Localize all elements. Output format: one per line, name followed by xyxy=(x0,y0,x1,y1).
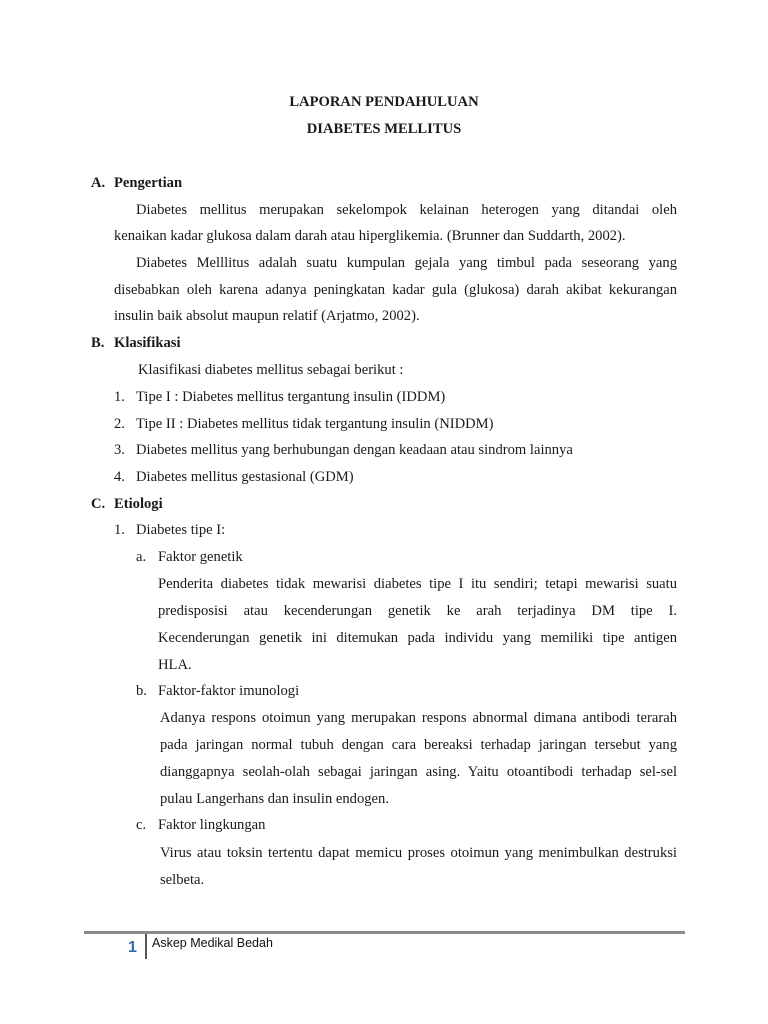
section-a-marker: A. xyxy=(91,175,106,191)
factor-b-line: dianggapnya seolah-olah sebagai jaringan asing. Yaitu otoantibodi terhadap sel-sel xyxy=(160,764,677,780)
footer-page-number: 1 xyxy=(128,939,137,956)
section-c-heading: Etiologi xyxy=(114,496,163,512)
list-item-number: 3. xyxy=(114,442,125,458)
factor-a-heading: Faktor genetik xyxy=(158,549,243,565)
factor-b-line: pulau Langerhans dan insulin endogen. xyxy=(160,791,389,807)
footer-rule xyxy=(84,931,685,934)
factor-b-line: pada jaringan normal tubuh dengan cara bereaksi terhadap jaringan tersebut yang xyxy=(160,737,677,753)
section-a-paragraph2-line1: Diabetes Melllitus adalah suatu kumpulan gejala yang timbul pada seseorang yang xyxy=(136,255,677,271)
footer-separator xyxy=(145,934,147,959)
section-a-paragraph2-line3: insulin baik absolut maupun relatif (Arjatmo, 2002). xyxy=(114,308,420,324)
factor-c-line: Virus atau toksin tertentu dapat memicu proses otoimun yang menimbulkan destruksi xyxy=(160,845,677,861)
section-b-heading: Klasifikasi xyxy=(114,335,181,351)
subsection-number: 1. xyxy=(114,522,125,538)
subsection-title: Diabetes tipe I: xyxy=(136,522,226,538)
list-item-number: 4. xyxy=(114,469,125,485)
list-item-text: Tipe II : Diabetes mellitus tidak tergantung insulin (NIDDM) xyxy=(136,416,494,432)
factor-b-marker: b. xyxy=(136,683,147,699)
section-c-marker: C. xyxy=(91,496,106,512)
list-item-number: 2. xyxy=(114,416,125,432)
footer-label: Askep Medikal Bedah xyxy=(152,936,273,950)
list-item-text: Diabetes mellitus yang berhubungan dengan keadaan atau sindrom lainnya xyxy=(136,442,573,458)
factor-a-marker: a. xyxy=(136,549,147,565)
section-a-heading: Pengertian xyxy=(114,175,183,191)
list-item-number: 1. xyxy=(114,389,125,405)
document-title-line2: DIABETES MELLITUS xyxy=(306,121,462,137)
factor-c-marker: c. xyxy=(136,817,147,833)
factor-a-line: predisposisi atau kecenderungan genetik ke arah terjadinya DM tipe I. xyxy=(158,603,677,619)
factor-b-line: Adanya respons otoimun yang merupakan respons abnormal dimana antibodi terarah xyxy=(160,710,677,726)
factor-c-line: selbeta. xyxy=(160,872,205,888)
section-a-paragraph1-line2: kenaikan kadar glukosa dalam darah atau hiperglikemia. (Brunner dan Suddarth, 2002). xyxy=(114,228,626,244)
factor-c-heading: Faktor lingkungan xyxy=(158,817,266,833)
list-item-text: Tipe I : Diabetes mellitus tergantung insulin (IDDM) xyxy=(136,389,446,405)
section-b-marker: B. xyxy=(91,335,105,351)
factor-a-line: Penderita diabetes tidak mewarisi diabetes tipe I itu sendiri; tetapi mewarisi suatu xyxy=(158,576,677,592)
factor-a-line: HLA. xyxy=(158,657,192,673)
section-a-paragraph1-line1: Diabetes mellitus merupakan sekelompok kelainan heterogen yang ditandai oleh xyxy=(136,202,677,218)
factor-b-heading: Faktor-faktor imunologi xyxy=(158,683,300,699)
factor-a-line: Kecenderungan genetik ini ditemukan pada individu yang memiliki tipe antigen xyxy=(158,630,677,646)
document-title-line1: LAPORAN PENDAHULUAN xyxy=(289,94,479,110)
list-item-text: Diabetes mellitus gestasional (GDM) xyxy=(136,469,354,485)
section-a-paragraph2-line2: disebabkan oleh karena adanya peningkatan kadar gula (glukosa) darah akibat kekurangan xyxy=(114,282,677,298)
section-b-intro: Klasifikasi diabetes mellitus sebagai berikut : xyxy=(138,362,404,378)
